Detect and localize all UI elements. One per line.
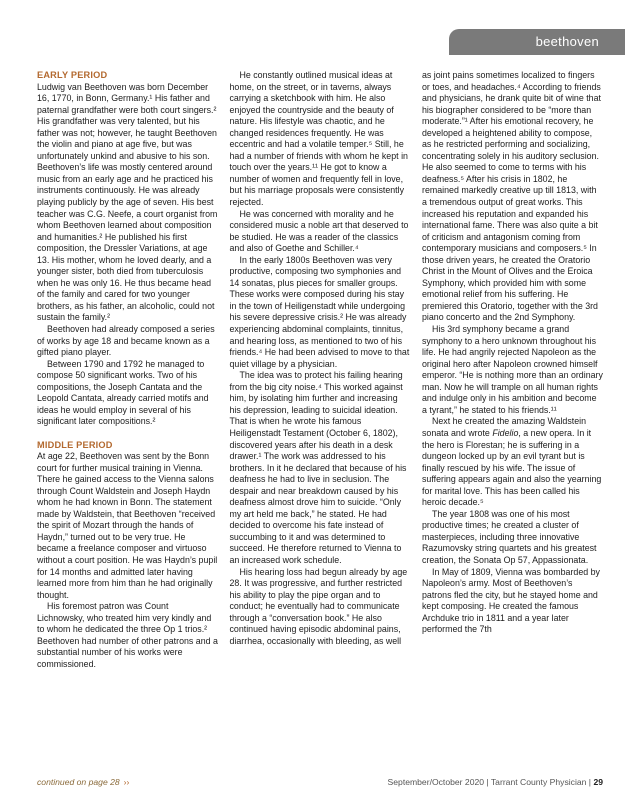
page-footer (37, 776, 603, 788)
section-tab-label: beethoven (535, 34, 599, 49)
text-run: Next he created the amazing Waldstein sonata and wrote (422, 416, 587, 438)
paragraph: His 3rd symphony became a grand symphony to a hero unknown throughout his life. He had angrily rejected Napoleon as the original hero after Napoleon crowned himself emperor. “He is nothing more than an ordinary man. Now he will trample on all human rights and indulge only in his ambition and become a tyrant,” he stated to his friends.¹¹ (422, 324, 603, 415)
column-3 (422, 70, 603, 750)
heading-early-period: EARLY PERIOD (37, 70, 108, 80)
issue-text: September/October 2020 | Tarrant County Physician | (387, 777, 592, 787)
continued-text: continued on page 28 (37, 777, 120, 787)
paragraph: as joint pains sometimes localized to fingers or toes, and headaches.⁴ According to friends and physicians, he drank quite bit of wine that his biographer considered to be “more than moderate.”¹ After his emotional recovery, he developed a heightened ability to compose, as he restricted performing and socializing, concentrating solely in his auditory seclusion. He also seemed to come to terms with his deafness.⁵ After his crisis in 1802, he remained markedly creative up till 1813, with a tremendous output of great works. This increased his reputation and expanded his international fame. There was also quite a bit of criticism and antagonism coming from contemporary musicians and composers.⁵ In those driven years, he created the Oratorio Christ in the Mount of Olives and the Eroica Symphony, which provided him with some emotional relief from his suffering. He premiered this Oratorio, together with the 3rd piano concerto and the 2nd Symphony. (422, 70, 601, 323)
paragraph: The year 1808 was one of his most productive times; he created a cluster of masterpieces, including three innovative Razumovsky string quartets and his greatest creation, the Sonata Op 57, Appassionata. (422, 508, 597, 565)
paragraph: Between 1790 and 1792 he managed to compose 50 significant works. Two of his compositions, the Joseph Cantata and the Leopold Cantata, already carried motifs and ideas he would employ in several of his significant later compositions.² (37, 358, 209, 427)
paragraph: In May of 1809, Vienna was bombarded by Napoleon’s army. Most of Beethoven’s patrons fled the city, but he stayed home and kept composing. He created the famous Archduke trio in 1811 and a year later performed the 7th (422, 566, 600, 635)
issue-info (388, 776, 603, 788)
paragraph (422, 416, 603, 508)
column-2 (230, 70, 411, 750)
paragraph: Ludwig van Beethoven was born December 16, 1770, in Bonn, Germany.¹ His father and paternal grandfather were both court singers.² His grandfather was very talented, but his father was not; however, he taught Beethoven the violin and piano at age five, but was unfortunately unkind and abusive to his son. Beethoven’s life was mostly centered around music from an early age and he practiced his instruments continuously. He was already playing publicly by the age of seven. His best teacher was C.G. Neefe, a court organist from whom Beethoven learned about composition and humanities.² He published his first composition, the Dressler Variations, at age 13. His mother, whom he loved dearly, and a younger sister, both died from tuberculosis when he was only 16. He thus became head of the family and cared for two younger brothers, as his father, an alcoholic, could not sustain the family.² (37, 81, 218, 323)
text-run: , a new opera. In it the hero is Florestan; he is suffering in a dungeon locked up by an evil tyrant but is finally rescued by his wife. The issue of suffering appears again and also the yearning for marital love. This has been called his heroic decade.⁵ (422, 427, 602, 508)
paragraph: Beethoven had already composed a series of works by age 18 and became known as a gifted piano player. (37, 324, 215, 358)
column-1 (37, 70, 218, 750)
paragraph: In the early 1800s Beethoven was very productive, composing two symphonies and 14 sonatas, plus pieces for smaller groups. These works were composed during his stay in the town of Heiligenstadt while undergoing his severe depressive crisis.² He was already experiencing abdominal complaints, tinnitus, and hearing loss, as mentioned to two of his friends.⁴ He had been advised to move to that quiet village by a physician. (229, 254, 410, 369)
paragraph: He was concerned with morality and he considered music a noble art that deserved to be studied. He was a reader of the classics and also of Goethe and Schiller.⁴ (229, 208, 409, 254)
paragraph: He constantly outlined musical ideas at home, on the street, or in taverns, always carrying a sketchbook with him. He also enjoyed the countryside and the beauty of nature. His lifestyle was chaotic, and he changed residences frequently. He was eccentric and had a volatile temper.⁵ Still, he had a number of friends with whom he kept in touch over the years.¹¹ He got to know a number of women and frequently fell in love, but his marriage proposals were consistently rejected. (229, 70, 408, 208)
paragraph: His foremost patron was Count Lichnowsky, who treated him very kindly and to whom he dedicated the three Op 1 trios.² Beethoven had number of other patrons and a substantial number of his works were commissioned. (37, 601, 218, 669)
paragraph: His hearing loss had begun already by age 28. It was progressive, and further restricted his ability to play the pipe organ and to conduct; he eventually had to communicate through a “conversation book.” He also continued having episodic abdominal pains, diarrhea, occasionally with bleeding, as well (229, 566, 408, 646)
page-number: 29 (593, 777, 603, 787)
continued-link[interactable] (37, 776, 129, 788)
heading-middle-period: MIDDLE PERIOD (37, 439, 113, 450)
double-chevron-icon: ›› (123, 777, 130, 787)
section-tab (449, 29, 625, 55)
paragraph: The idea was to protect his failing hearing from the big city noise.⁴ This worked against him, by isolating him further and increasing his depression, leading to suicidal ideation. That is when he wrote his famous Heiligenstadt Testament (October 6, 1802), discovered years after his death in a desk drawer.¹ The work was addressed to his brothers. In it he declared that because of his deafness he had to live in seclusion. The despair and near breakdown caused by his deafness almost drove him to suicide. “Only my art held me back,” he stated. He had decided to overcome his fate instead of succumbing to it and was determined to succeed. He therefore returned to Vienna to an increased work schedule. (229, 370, 407, 565)
opera-title: Fidelio (492, 427, 519, 438)
paragraph: At age 22, Beethoven was sent by the Bonn court for further musical training in Vienna. There he gained access to the Vienna salons through Count Waldstein and Joseph Haydn whom he had known in Bonn. The statement made by Waldstein, that Beethoven “received the spirit of Mozart through the hands of Haydn,” turned out to be very true. He became a freelance composer and virtuoso without a court position. He was Haydn’s pupil for 14 months and admitted later having learned more from him than he had originally thought. (37, 451, 218, 600)
article-body (37, 70, 603, 750)
